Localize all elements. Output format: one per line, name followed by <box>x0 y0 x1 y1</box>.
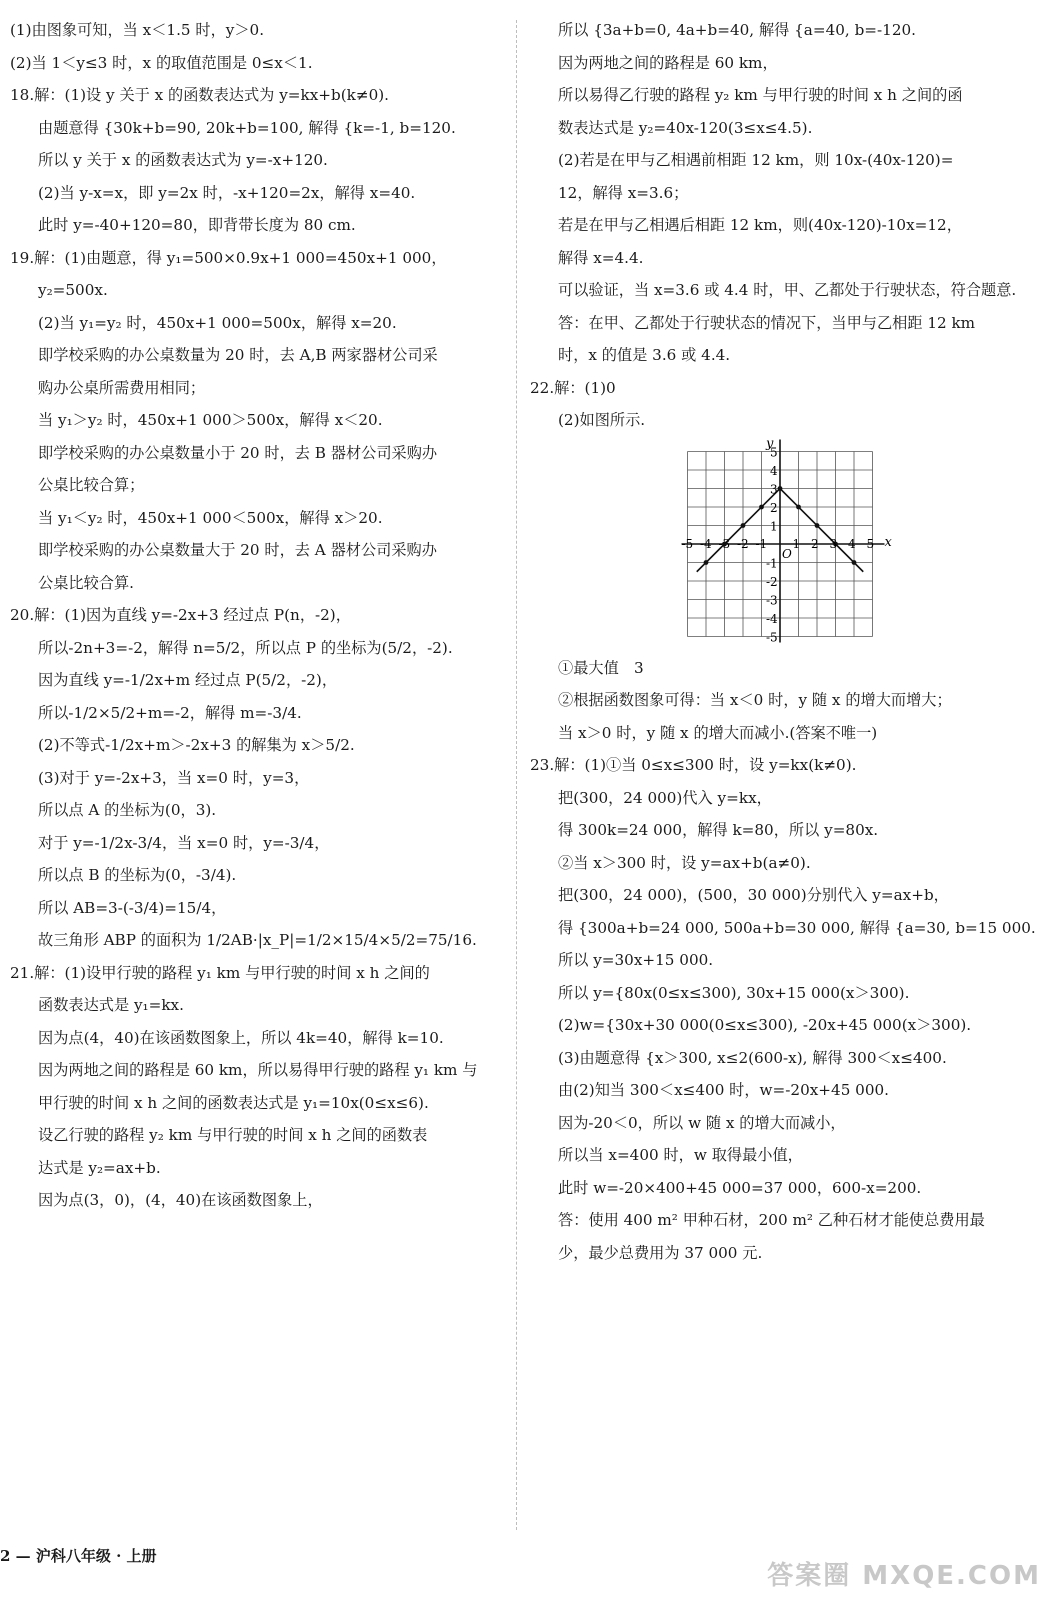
text-line: 当 x＞0 时，y 随 x 的增大而减小.(答案不唯一) <box>558 723 878 742</box>
text-line: 购办公桌所需费用相同； <box>38 378 206 397</box>
text-line: 数表达式是 y₂=40x-120(3≤x≤4.5). <box>558 118 813 137</box>
problem-23-header: 23.解：(1)①当 0≤x≤300 时，设 y=kx(k≠0). <box>530 756 857 774</box>
text-line: ②当 x＞300 时，设 y=ax+b(a≠0). <box>558 853 811 872</box>
page-footer: 2 — 沪科八年级 · 上册 <box>0 1547 157 1565</box>
plot-point <box>815 523 820 528</box>
plot-point <box>704 560 709 565</box>
text-line: (2)如图所示. <box>558 411 646 429</box>
y-axis-label: y <box>766 436 774 451</box>
x-axis-label: x <box>884 534 892 550</box>
x-tick-label: 1 <box>792 536 801 551</box>
y-tick-label: 4 <box>770 463 778 478</box>
text-line: 所以 AB=3-(-3/4)=15/4， <box>38 898 227 917</box>
problem-22-header: 22.解：(1)0 <box>530 378 616 397</box>
plot-point <box>778 486 783 491</box>
text-line: 少，最少总费用为 37 000 元. <box>558 1243 763 1262</box>
origin-label: O <box>782 546 792 561</box>
text-line: 由题意得 {30k+b=90, 20k+b=100, 解得 {k=-1, b=120. <box>38 118 456 137</box>
x-tick-label: -4 <box>700 536 712 551</box>
text-line: 所以点 A 的坐标为(0，3). <box>38 801 217 819</box>
text-line: (2)当 1＜y≤3 时，x 的取值范围是 0≤x＜1. <box>10 53 313 72</box>
text-line: (2)不等式-1/2x+m＞-2x+3 的解集为 x＞5/2. <box>38 736 355 754</box>
function-graph <box>680 437 1045 652</box>
text-line: 因为两地之间的路程是 60 km，所以易得甲行驶的路程 y₁ km 与 <box>38 1061 478 1079</box>
x-tick-label: 3 <box>829 536 838 551</box>
text-line: (2)当 y-x=x，即 y=2x 时，-x+120=2x，解得 x=40. <box>38 183 416 202</box>
column-divider <box>516 20 517 1530</box>
text-line: 所以 y=30x+15 000. <box>558 951 714 969</box>
text-line: 可以验证，当 x=3.6 或 4.4 时，甲、乙都处于行驶状态，符合题意. <box>558 281 1017 299</box>
text-line: 即学校采购的办公桌数量小于 20 时，去 B 器材公司采购办 <box>38 443 438 462</box>
text-line: (1)由图象可知，当 x＜1.5 时，y＞0. <box>10 21 265 39</box>
text-line: 因为-20＜0，所以 w 随 x 的增大而减小， <box>558 1113 846 1132</box>
text-line: y₂=500x. <box>38 281 108 299</box>
text-line: (2)当 y₁=y₂ 时，450x+1 000=500x，解得 x=20. <box>38 313 397 332</box>
text-line: 即学校采购的办公桌数量为 20 时，去 A,B 两家器材公司采 <box>38 346 438 364</box>
x-tick-label: 4 <box>848 536 856 551</box>
text-line: (3)由题意得 {x＞300, x≤2(600-x), 解得 300＜x≤400. <box>558 1048 947 1067</box>
text-line: 时，x 的值是 3.6 或 4.4. <box>558 346 731 364</box>
text-line: 所以-1/2×5/2+m=-2，解得 m=-3/4. <box>38 703 302 722</box>
text-line: 把(300，24 000)代入 y=kx， <box>558 788 772 807</box>
text-line: 若是在甲与乙相遇后相距 12 km，则(40x-120)-10x=12， <box>558 216 962 234</box>
right-column <box>530 14 1045 1269</box>
text-line: 公桌比较合算. <box>38 573 134 592</box>
text-line: 所以 y={80x(0≤x≤300), 30x+15 000(x＞300). <box>558 983 910 1002</box>
text-line: 此时 w=-20×400+45 000=37 000，600-x=200. <box>558 1178 922 1197</box>
text-line: 答：使用 400 m² 甲种石材，200 m² 乙种石材才能使总费用最 <box>558 1211 985 1229</box>
problem-19-header: 19.解：(1)由题意，得 y₁=500×0.9x+1 000=450x+1 000， <box>10 248 447 267</box>
text-line: 所以 {3a+b=0, 4a+b=40, 解得 {a=40, b=-120. <box>558 21 916 39</box>
text-line: 因为点(4，40)在该函数图象上，所以 4k=40，解得 k=10. <box>38 1028 444 1047</box>
text-line: 对于 y=-1/2x-3/4，当 x=0 时，y=-3/4， <box>38 833 330 852</box>
y-tick-label: 1 <box>770 519 778 533</box>
x-tick-label: 5 <box>866 536 875 551</box>
text-line: 当 y₁＜y₂ 时，450x+1 000＜500x，解得 x＞20. <box>38 508 383 527</box>
text-line: 公桌比较合算； <box>38 476 145 494</box>
text-line: 因为两地之间的路程是 60 km， <box>558 53 778 72</box>
text-line: 所以 y 关于 x 的函数表达式为 y=-x+120. <box>38 151 328 169</box>
x-tick-label: -2 <box>737 536 749 551</box>
text-line: 此时 y=-40+120=80，即背带长度为 80 cm. <box>38 216 356 234</box>
text-line: 得 300k=24 000，解得 k=80，所以 y=80x. <box>558 821 879 839</box>
text-line: 所以易得乙行驶的路程 y₂ km 与甲行驶的时间 x h 之间的函 <box>558 86 963 104</box>
y-tick-label: -2 <box>766 574 778 589</box>
text-line: (2)若是在甲与乙相遇前相距 12 km，则 10x-(40x-120)= <box>558 151 954 169</box>
text-line: ②根据函数图象可得：当 x＜0 时，y 随 x 的增大而增大； <box>558 691 952 709</box>
text-line: 函数表达式是 y₁=kx. <box>38 996 184 1014</box>
text-line: 答：在甲、乙都处于行驶状态的情况下，当甲与乙相距 12 km <box>558 313 976 332</box>
text-line: 设乙行驶的路程 y₂ km 与甲行驶的时间 x h 之间的函数表 <box>38 1126 428 1144</box>
x-tick-label: -5 <box>681 536 694 551</box>
problem-21-header: 21.解：(1)设甲行驶的路程 y₁ km 与甲行驶的时间 x h 之间的 <box>10 963 430 982</box>
text-line: 解得 x=4.4. <box>558 248 644 267</box>
text-line: 故三角形 ABP 的面积为 1/2AB·|x_P|=1/2×15/4×5/2=75/16. <box>38 931 477 949</box>
y-tick-labels <box>766 445 778 644</box>
plot-point <box>796 504 801 509</box>
y-tick-label: 2 <box>770 500 778 515</box>
y-tick-label: -4 <box>766 611 778 626</box>
text-line: 把(300，24 000)，(500，30 000)分别代入 y=ax+b， <box>558 886 949 904</box>
plot-point <box>852 560 857 565</box>
text-line: 得 {300a+b=24 000, 500a+b=30 000, 解得 {a=30, b=15 000. <box>558 918 1036 937</box>
problem-18-header: 18.解：(1)设 y 关于 x 的函数表达式为 y=kx+b(k≠0). <box>10 86 389 104</box>
y-tick-label: 5 <box>770 445 778 459</box>
y-tick-label: -5 <box>766 630 778 644</box>
text-line: 12，解得 x=3.6； <box>558 183 689 202</box>
x-tick-label: 2 <box>811 536 819 551</box>
text-line: 由(2)知当 300＜x≤400 时，w=-20x+45 000. <box>558 1081 890 1099</box>
text-line: 所以点 B 的坐标为(0，-3/4). <box>38 866 237 884</box>
text-line: 所以-2n+3=-2，解得 n=5/2，所以点 P 的坐标为(5/2，-2). <box>38 638 453 657</box>
problem-20-header: 20.解：(1)因为直线 y=-2x+3 经过点 P(n，-2)， <box>10 606 351 624</box>
text-line: 即学校采购的办公桌数量大于 20 时，去 A 器材公司采购办 <box>38 541 437 559</box>
plot-point <box>759 504 764 509</box>
x-tick-label: -1 <box>755 536 768 551</box>
text-line: ①最大值 3 <box>558 658 644 677</box>
text-line: 因为点(3，0)，(4，40)在该函数图象上， <box>38 1191 323 1209</box>
plot-point <box>741 523 746 528</box>
text-line: 所以当 x=400 时，w 取得最小值， <box>558 1146 803 1164</box>
left-column <box>10 14 510 1217</box>
watermark-logo: 答案圈 MXQE.COM <box>767 1561 1041 1591</box>
y-tick-label: 3 <box>770 482 778 496</box>
x-tick-label: -3 <box>718 536 731 551</box>
text-line: 因为直线 y=-1/2x+m 经过点 P(5/2，-2)， <box>38 671 338 689</box>
text-line: 达式是 y₂=ax+b. <box>38 1158 161 1177</box>
y-tick-label: -1 <box>766 556 778 570</box>
text-line: (2)w={30x+30 000(0≤x≤300), -20x+45 000(x＞300). <box>558 1016 972 1034</box>
graph-svg <box>680 437 920 652</box>
text-line: 当 y₁＞y₂ 时，450x+1 000＞500x，解得 x＜20. <box>38 411 383 429</box>
y-tick-label: -3 <box>766 593 778 607</box>
text-line: 甲行驶的时间 x h 之间的函数表达式是 y₁=10x(0≤x≤6). <box>38 1093 429 1112</box>
text-line: (3)对于 y=-2x+3，当 x=0 时，y=3， <box>38 768 310 787</box>
